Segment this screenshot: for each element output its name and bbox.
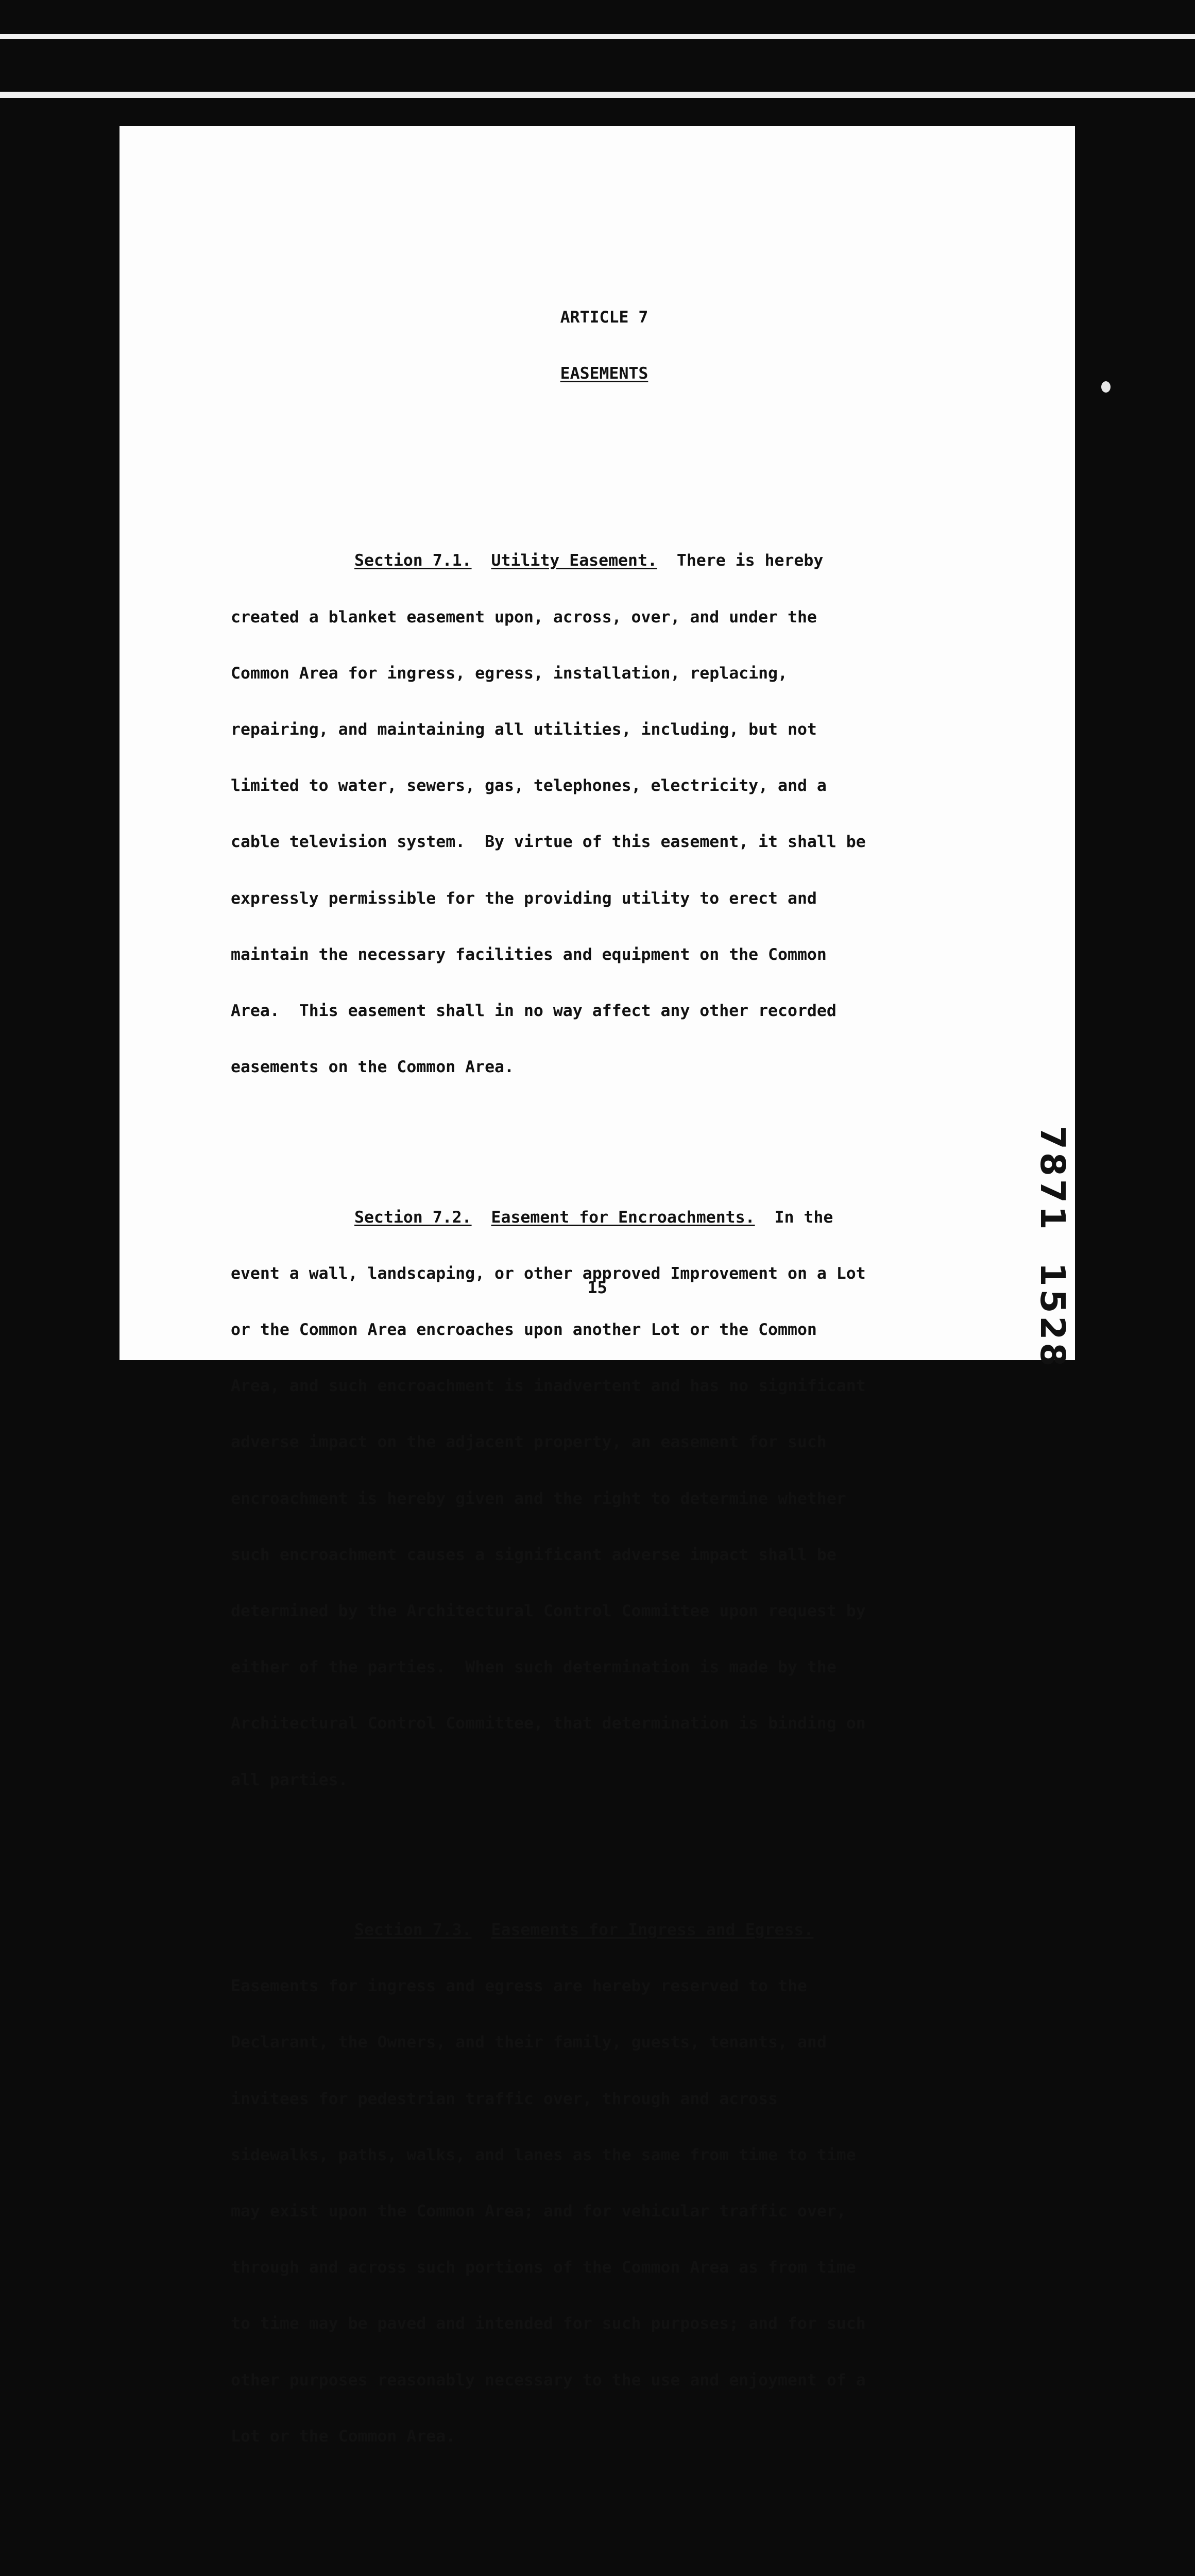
section-number: Section 7.2.	[354, 1208, 472, 1227]
recording-stamp: 7871 1528	[1033, 1126, 1072, 1370]
scan-border-top	[0, 34, 1195, 39]
section-heading: Easements for Ingress and Egress.	[491, 1920, 814, 1939]
section-number: Section 7.1.	[354, 551, 472, 570]
section-heading: Easement for Encroachments.	[491, 1208, 755, 1227]
section-7-1: Section 7.1. Utility Easement. There is hereby created a blanket easement upon, across, over, and under the Common Area for ingress, egress, installation, replacing, repairing, and maintaining all utilities, including, but not limited to water, sewers, gas, telephones, electricity, and a cable television system. By virtue of this easement, it shall be expressly permissible for the providing utility to erect and maintain the necessary facilities and equipment on the Common Area. This easement shall in no way affect any other recorded easements on the Common Area.	[231, 551, 866, 1077]
document-page	[120, 126, 1075, 2446]
section-number: Section 7.3.	[354, 1920, 472, 1939]
document-body	[231, 270, 978, 2576]
scan-speck	[1101, 381, 1111, 393]
section-heading: Utility Easement.	[491, 551, 657, 570]
section-7-4	[231, 2539, 978, 2576]
section-7-2: Section 7.2. Easement for Encroachments. In the event a wall, landscaping, or other approved Improvement on a Lot or the Common Area encroaches upon another Lot or the Common Area, and such encroachment is inadvertent and has no significant adverse impact on the adjacent property, an easement for such encroachment is hereby given and the right to determine whether such encroachment causes a significant adverse impact shall be determined by the Architectural Control Committee upon request by either of the parties. When such determination is made by the Architectural Control Committee, that determination is binding on all parties.	[231, 1208, 866, 1789]
page-number: 15	[587, 1278, 607, 1297]
article-number: ARTICLE 7	[560, 308, 648, 327]
article-title: EASEMENTS	[560, 364, 648, 383]
section-7-3: Section 7.3. Easements for Ingress and Egress. Easements for ingress and egress are hereby reserved to the Declarant, the Owners, and their family, guests, tenants, and invitees for pedestrian traffic over, through and across sidewalks, paths, walks, and lanes as the same from time to time may exist upon the Common Area; and for vehicular traffic over, through and across such portions of the Common Area as from time to time may be paved and intended for such purposes; and for such other purposes reasonably necessary to the use and enjoyment of a Lot or the Common Area.	[231, 1920, 866, 2446]
scan-border-bottom	[0, 92, 1195, 98]
